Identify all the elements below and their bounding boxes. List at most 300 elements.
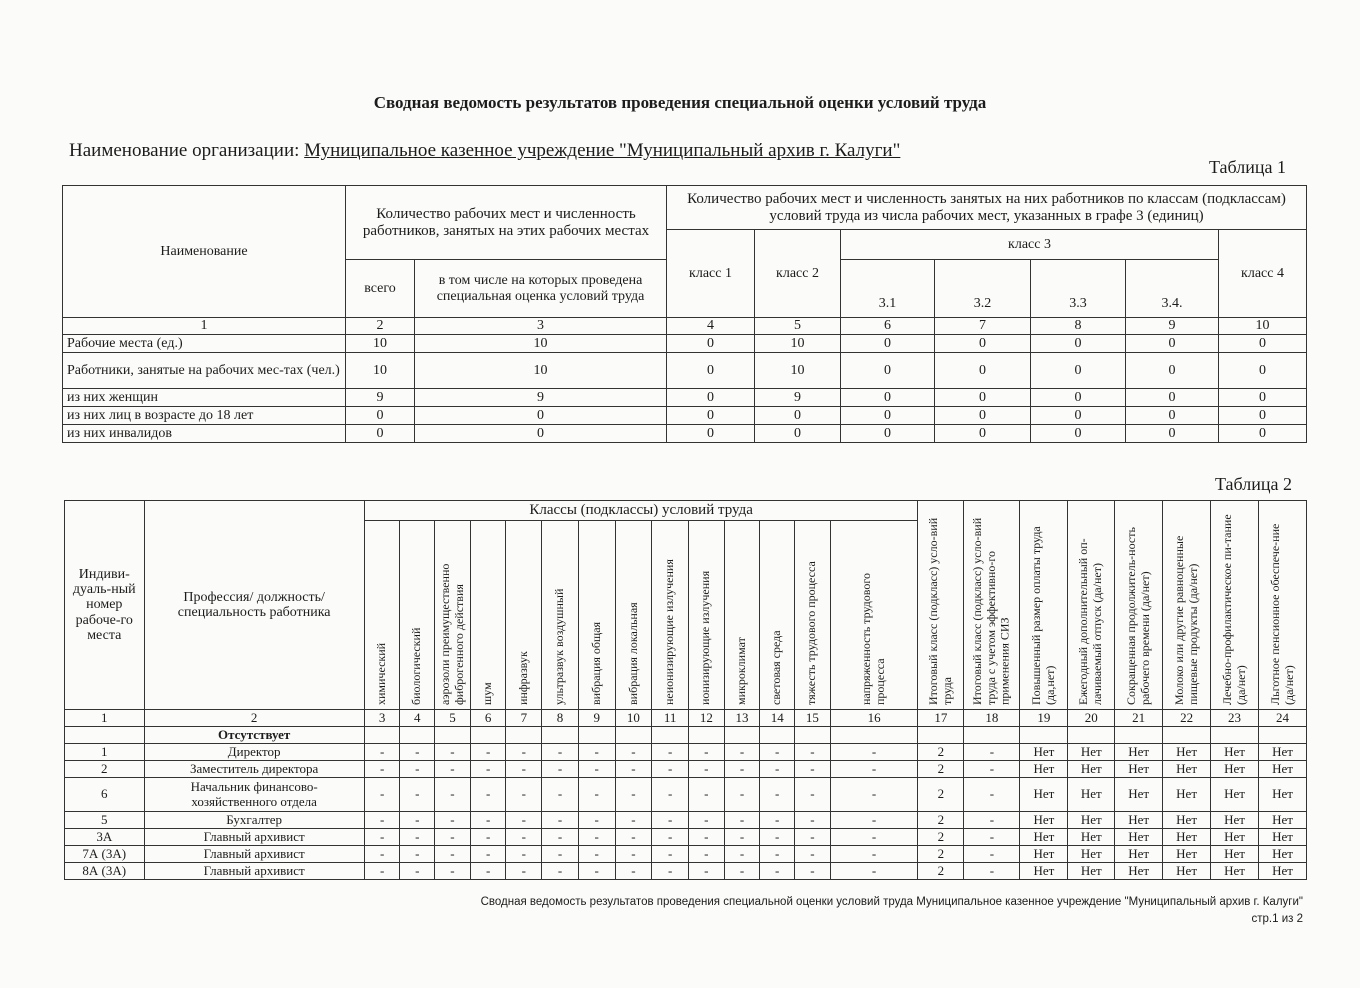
t2-row-factor: - (615, 761, 652, 778)
t2-row-benefit: Нет (1020, 846, 1068, 863)
t2-section-empty (1163, 727, 1211, 744)
t2-row-benefit: Нет (1163, 744, 1211, 761)
t2-header-factor: вибрация локальная (615, 521, 652, 710)
t2-colnum: 4 (400, 710, 435, 727)
t2-section-empty (400, 727, 435, 744)
t2-section-empty (1020, 727, 1068, 744)
t2-header-final-siz: Итоговый класс (подкласс) усло-вий труда с учетом эффективно-го применения СИЗ (964, 501, 1020, 710)
t2-row-factor: - (795, 778, 831, 812)
t2-row-factor: - (830, 846, 918, 863)
t2-row-factor: - (652, 863, 689, 880)
t1-header-class4: класс 4 (1219, 230, 1307, 318)
t1-row-value: 0 (755, 425, 841, 443)
t2-row-factor: - (830, 829, 918, 846)
t2-row-factor: - (688, 812, 724, 829)
t2-row-factor: - (364, 744, 400, 761)
t2-colnum: 9 (578, 710, 615, 727)
t2-row-factor: - (688, 846, 724, 863)
t1-header-class2: класс 2 (755, 230, 841, 318)
t2-row-factor: - (435, 778, 471, 812)
t2-row-id: 3А (65, 829, 145, 846)
t1-row-value: 0 (1126, 335, 1219, 353)
t2-header-factor: ультразвук воздушный (542, 521, 579, 710)
t2-row-id: 6 (65, 778, 145, 812)
t1-colnum: 4 (667, 318, 755, 335)
t2-row-factor: - (724, 744, 760, 761)
t2-row-factor: - (688, 761, 724, 778)
t2-colnum: 8 (542, 710, 579, 727)
t2-row-id: 2 (65, 761, 145, 778)
t2-row-benefit: Нет (1068, 829, 1115, 846)
t2-row-factor: - (506, 829, 542, 846)
t2-row-factor: - (364, 812, 400, 829)
t2-colnum: 2 (144, 710, 364, 727)
t2-row-benefit: Нет (1068, 778, 1115, 812)
t2-row-factor: - (578, 778, 615, 812)
t1-row-value: 9 (415, 389, 667, 407)
t2-row-factor: - (578, 863, 615, 880)
t2-header-pension: Льготное пенсионное обеспече-ние (да/нет) (1258, 501, 1306, 710)
t2-section-empty (652, 727, 689, 744)
t2-row-name: Директор (144, 744, 364, 761)
t2-row-factor: - (364, 829, 400, 846)
t2-header-pay: Повышенный размер оплаты труда (да,нет) (1020, 501, 1068, 710)
t2-row-benefit: Нет (1258, 761, 1306, 778)
t2-row-benefit: Нет (1068, 761, 1115, 778)
t2-colnum: 22 (1163, 710, 1211, 727)
table-row (65, 812, 1307, 829)
t2-colnum: 11 (652, 710, 689, 727)
t2-section-empty (578, 727, 615, 744)
t1-row-value: 0 (1031, 425, 1126, 443)
t2-row-final: 2 (918, 829, 964, 846)
t2-row-factor: - (688, 863, 724, 880)
t1-row-value: 0 (1126, 389, 1219, 407)
t2-row-factor: - (760, 778, 795, 812)
t2-section-empty (542, 727, 579, 744)
t2-header-factor: химический (364, 521, 400, 710)
table-row (65, 761, 1307, 778)
t1-row-value: 0 (667, 353, 755, 389)
t2-section-empty (435, 727, 471, 744)
t2-row-factor: - (542, 778, 579, 812)
t2-row-name: Главный архивист (144, 846, 364, 863)
t2-row-benefit: Нет (1258, 744, 1306, 761)
t2-row-id: 7А (3А) (65, 846, 145, 863)
t1-row-name: из них инвалидов (63, 425, 346, 443)
table-row (63, 425, 1307, 443)
t2-row-factor: - (688, 744, 724, 761)
t2-row-factor: - (435, 812, 471, 829)
table2-label: Таблица 2 (1215, 474, 1292, 494)
t1-row-value: 0 (667, 335, 755, 353)
t2-row-factor: - (364, 761, 400, 778)
t2-colnum: 24 (1258, 710, 1306, 727)
t2-colnum: 23 (1211, 710, 1259, 727)
t2-row-factor: - (760, 829, 795, 846)
t2-row-factor: - (724, 812, 760, 829)
t1-colnum: 5 (755, 318, 841, 335)
t2-row-factor: - (506, 846, 542, 863)
t2-row-final: 2 (918, 744, 964, 761)
t2-row-benefit: Нет (1211, 829, 1259, 846)
t2-row-benefit: Нет (1068, 846, 1115, 863)
t2-section-label: Отсутствует (144, 727, 364, 744)
t2-row-benefit: Нет (1211, 812, 1259, 829)
t2-row-factor: - (795, 863, 831, 880)
organization-line (69, 140, 900, 162)
t1-header-class-group: Количество рабочих мест и численность занятых на них работников по классам (подклассам) условий труда из числа рабочих мест, указанных в графе 3 (единиц) (667, 186, 1307, 230)
t1-row-name: из них лиц в возрасте до 18 лет (63, 407, 346, 425)
t2-row-benefit: Нет (1211, 761, 1259, 778)
t2-section-empty (830, 727, 918, 744)
t1-header-3-3: 3.3 (1031, 260, 1126, 318)
t2-row-name: Главный архивист (144, 829, 364, 846)
t2-row-benefit: Нет (1211, 778, 1259, 812)
t1-row-value: 0 (1219, 335, 1307, 353)
t2-colnum: 1 (65, 710, 145, 727)
t2-section-empty (724, 727, 760, 744)
t2-header-milk: Молоко или другие равноценные пищевые продукты (да/нет) (1163, 501, 1211, 710)
t1-row-value: 0 (346, 407, 415, 425)
t2-row-factor: - (760, 812, 795, 829)
table-row (63, 335, 1307, 353)
t2-row-final: 2 (918, 761, 964, 778)
t2-row-benefit: Нет (1258, 778, 1306, 812)
t2-row-factor: - (795, 846, 831, 863)
t2-row-factor: - (364, 863, 400, 880)
table-row (65, 744, 1307, 761)
t2-row-factor: - (578, 744, 615, 761)
t2-row-benefit: Нет (1258, 829, 1306, 846)
t2-header-factor: тяжесть трудового процесса (795, 521, 831, 710)
t2-header-id: Индиви-дуаль-ный номер рабоче-го места (65, 501, 145, 710)
t2-row-benefit: Нет (1115, 812, 1163, 829)
section-row (65, 727, 1307, 744)
t2-row-factor: - (578, 812, 615, 829)
t2-row-benefit: Нет (1163, 761, 1211, 778)
t1-row-value: 0 (1219, 407, 1307, 425)
t2-row-benefit: Нет (1163, 829, 1211, 846)
t2-row-factor: - (615, 778, 652, 812)
t1-column-numbers (63, 318, 1307, 335)
t2-row-factor: - (615, 812, 652, 829)
t2-row-factor: - (795, 744, 831, 761)
t2-row-factor: - (830, 744, 918, 761)
t2-row-name: Бухгалтер (144, 812, 364, 829)
t1-colnum: 3 (415, 318, 667, 335)
t2-row-factor: - (724, 846, 760, 863)
t2-section-empty (470, 727, 506, 744)
t2-header-nutrition: Лечебно-профилактическое пи-тание (да/нет) (1211, 501, 1259, 710)
t2-row-final-siz: - (964, 778, 1020, 812)
t1-row-value: 0 (667, 389, 755, 407)
t2-colnum: 10 (615, 710, 652, 727)
t2-colnum: 5 (435, 710, 471, 727)
t2-row-factor: - (760, 863, 795, 880)
table-row (65, 778, 1307, 812)
t2-row-final-siz: - (964, 744, 1020, 761)
t2-colnum: 6 (470, 710, 506, 727)
t2-row-factor: - (364, 846, 400, 863)
t2-row-factor: - (688, 829, 724, 846)
t2-row-benefit: Нет (1163, 863, 1211, 880)
t2-section-empty (964, 727, 1020, 744)
table-row (65, 829, 1307, 846)
t1-row-value: 0 (841, 407, 935, 425)
t1-row-value: 0 (1219, 353, 1307, 389)
t2-row-factor: - (578, 846, 615, 863)
t1-row-value: 10 (415, 335, 667, 353)
t2-row-factor: - (506, 778, 542, 812)
t2-header-classes-group: Классы (подклассы) условий труда (364, 501, 918, 521)
t2-row-factor: - (652, 829, 689, 846)
t2-row-id: 1 (65, 744, 145, 761)
t2-row-factor: - (470, 829, 506, 846)
t2-section-empty (688, 727, 724, 744)
t1-row-value: 0 (1219, 389, 1307, 407)
t1-row-value: 0 (935, 407, 1031, 425)
t2-colnum: 7 (506, 710, 542, 727)
t2-row-factor: - (400, 829, 435, 846)
t2-row-factor: - (542, 829, 579, 846)
t2-row-factor: - (724, 863, 760, 880)
t2-row-factor: - (760, 744, 795, 761)
t2-row-factor: - (578, 761, 615, 778)
t2-row-factor: - (400, 778, 435, 812)
t2-header-factor: микроклимат (724, 521, 760, 710)
t2-row-factor: - (470, 778, 506, 812)
t2-row-benefit: Нет (1211, 846, 1259, 863)
t2-row-factor: - (435, 846, 471, 863)
t2-row-benefit: Нет (1258, 846, 1306, 863)
t2-colnum: 14 (760, 710, 795, 727)
t2-row-factor: - (542, 744, 579, 761)
t1-row-value: 0 (1126, 407, 1219, 425)
t2-section-id (65, 727, 145, 744)
t1-row-value: 0 (841, 425, 935, 443)
t2-row-factor: - (830, 778, 918, 812)
t2-row-factor: - (795, 761, 831, 778)
page-footer (481, 894, 1303, 927)
t2-row-name: Главный архивист (144, 863, 364, 880)
organization-value: Муниципальное казенное учреждение "Муниципальный архив г. Калуги" (304, 140, 901, 161)
t2-row-id: 5 (65, 812, 145, 829)
t2-row-factor: - (652, 812, 689, 829)
t2-row-factor: - (615, 829, 652, 846)
t2-row-id: 8А (3А) (65, 863, 145, 880)
workplaces-table (64, 500, 1307, 880)
t2-row-benefit: Нет (1211, 863, 1259, 880)
t1-row-value: 0 (415, 425, 667, 443)
t2-row-factor: - (652, 761, 689, 778)
t2-row-benefit: Нет (1163, 812, 1211, 829)
t1-header-assessed: в том числе на которых проведена специальная оценка условий труда (415, 260, 667, 318)
t1-row-value: 10 (755, 335, 841, 353)
t1-row-value: 10 (346, 353, 415, 389)
t2-section-empty (918, 727, 964, 744)
t1-row-value: 0 (667, 425, 755, 443)
t1-colnum: 1 (63, 318, 346, 335)
t2-row-benefit: Нет (1115, 846, 1163, 863)
t1-row-value: 10 (755, 353, 841, 389)
t2-section-empty (760, 727, 795, 744)
t1-colnum: 2 (346, 318, 415, 335)
table-row (63, 389, 1307, 407)
t2-row-final-siz: - (964, 812, 1020, 829)
t1-row-value: 0 (667, 407, 755, 425)
t2-header-factor: ионизирующие излучения (688, 521, 724, 710)
t1-header-3-2: 3.2 (935, 260, 1031, 318)
t2-header-factor: биологический (400, 521, 435, 710)
t2-header-final: Итоговый класс (подкласс) усло-вий труда (918, 501, 964, 710)
t2-row-factor: - (615, 863, 652, 880)
t2-row-final: 2 (918, 846, 964, 863)
t2-row-benefit: Нет (1020, 863, 1068, 880)
t2-header-factor: напряженность трудового процесса (830, 521, 918, 710)
t2-row-benefit: Нет (1068, 863, 1115, 880)
t2-section-empty (1211, 727, 1259, 744)
t2-colnum: 19 (1020, 710, 1068, 727)
t2-row-factor: - (364, 778, 400, 812)
t2-row-benefit: Нет (1115, 829, 1163, 846)
t2-row-factor: - (615, 744, 652, 761)
t2-row-benefit: Нет (1258, 863, 1306, 880)
t2-row-factor: - (830, 761, 918, 778)
t2-section-empty (795, 727, 831, 744)
t2-row-factor: - (435, 744, 471, 761)
t1-row-value: 0 (1031, 389, 1126, 407)
t2-row-benefit: Нет (1115, 778, 1163, 812)
t2-row-final: 2 (918, 863, 964, 880)
t2-header-factor: неионизирующие излучения (652, 521, 689, 710)
t2-header-leave: Ежегодный дополнительный оп-лачиваемый отпуск (да/нет) (1068, 501, 1115, 710)
t2-colnum: 3 (364, 710, 400, 727)
table-row (65, 863, 1307, 880)
table-row (63, 407, 1307, 425)
t2-header-factor: вибрация общая (578, 521, 615, 710)
t2-row-final: 2 (918, 778, 964, 812)
t2-row-factor: - (830, 812, 918, 829)
t1-row-value: 0 (841, 353, 935, 389)
t2-row-factor: - (542, 863, 579, 880)
t2-row-factor: - (435, 829, 471, 846)
t2-row-factor: - (795, 829, 831, 846)
t2-row-factor: - (400, 863, 435, 880)
t2-colnum: 18 (964, 710, 1020, 727)
t1-row-value: 0 (841, 389, 935, 407)
t2-row-factor: - (760, 761, 795, 778)
table-row (65, 846, 1307, 863)
t2-row-factor: - (542, 761, 579, 778)
t1-row-value: 0 (841, 335, 935, 353)
t2-row-factor: - (724, 778, 760, 812)
t1-row-value: 0 (415, 407, 667, 425)
t2-row-factor: - (688, 778, 724, 812)
t1-row-value: 0 (1031, 407, 1126, 425)
table-row (63, 353, 1307, 389)
t2-row-factor: - (435, 863, 471, 880)
t1-row-value: 0 (935, 425, 1031, 443)
t1-colnum: 10 (1219, 318, 1307, 335)
t1-colnum: 8 (1031, 318, 1126, 335)
t1-row-value: 10 (346, 335, 415, 353)
t2-header-hours: Сокращенная продолжитель-ность рабочего времени (да/нет) (1115, 501, 1163, 710)
t1-row-value: 0 (1031, 353, 1126, 389)
t2-row-benefit: Нет (1115, 761, 1163, 778)
t2-row-benefit: Нет (1258, 812, 1306, 829)
t2-section-empty (615, 727, 652, 744)
t1-header-name: Наименование (63, 186, 346, 318)
t2-row-factor: - (615, 846, 652, 863)
footer-text: Сводная ведомость результатов проведения специальной оценки условий труда Муниципальное казенное учреждение "Муниципальный архив г. Калуги" (480, 896, 1303, 908)
t2-row-benefit: Нет (1020, 829, 1068, 846)
t2-row-benefit: Нет (1211, 744, 1259, 761)
t1-row-name: из них женщин (63, 389, 346, 407)
t2-row-factor: - (435, 761, 471, 778)
t2-row-factor: - (470, 846, 506, 863)
t2-row-benefit: Нет (1020, 778, 1068, 812)
t1-row-value: 0 (1126, 353, 1219, 389)
t1-row-value: 0 (935, 335, 1031, 353)
organization-label: Наименование организации: (69, 140, 300, 161)
document-title: Сводная ведомость результатов проведения специальной оценки условий труда (373, 93, 987, 112)
t2-row-factor: - (652, 744, 689, 761)
t1-row-value: 0 (935, 353, 1031, 389)
summary-table (62, 185, 1307, 443)
t1-row-name: Рабочие места (ед.) (63, 335, 346, 353)
t2-section-empty (1258, 727, 1306, 744)
t2-row-factor: - (652, 846, 689, 863)
t2-row-benefit: Нет (1068, 744, 1115, 761)
t1-row-value: 9 (755, 389, 841, 407)
t2-row-factor: - (470, 744, 506, 761)
t1-header-3-4: 3.4. (1126, 260, 1219, 318)
t2-row-factor: - (400, 846, 435, 863)
t2-row-benefit: Нет (1020, 744, 1068, 761)
t1-header-class1: класс 1 (667, 230, 755, 318)
t2-row-name: Начальник финансово-хозяйственного отдела (144, 778, 364, 812)
t1-row-value: 0 (935, 389, 1031, 407)
t2-row-final: 2 (918, 812, 964, 829)
t2-row-benefit: Нет (1163, 778, 1211, 812)
t2-colnum: 16 (830, 710, 918, 727)
t2-row-benefit: Нет (1163, 846, 1211, 863)
t2-row-final-siz: - (964, 846, 1020, 863)
t2-section-empty (364, 727, 400, 744)
t2-row-name: Заместитель директора (144, 761, 364, 778)
t1-row-value: 0 (1126, 425, 1219, 443)
t2-section-empty (1068, 727, 1115, 744)
t2-row-benefit: Нет (1068, 812, 1115, 829)
t2-colnum: 13 (724, 710, 760, 727)
t2-colnum: 21 (1115, 710, 1163, 727)
t1-row-name: Работники, занятые на рабочих мес-тах (чел.) (63, 353, 346, 389)
t1-row-value: 9 (346, 389, 415, 407)
t2-row-final-siz: - (964, 761, 1020, 778)
t2-colnum: 12 (688, 710, 724, 727)
t1-header-class3: класс 3 (841, 230, 1219, 260)
t2-row-factor: - (400, 744, 435, 761)
t2-row-factor: - (470, 761, 506, 778)
t2-row-factor: - (506, 812, 542, 829)
t1-colnum: 7 (935, 318, 1031, 335)
t2-row-factor: - (578, 829, 615, 846)
t2-row-factor: - (470, 812, 506, 829)
t1-row-value: 0 (755, 407, 841, 425)
t2-row-factor: - (506, 863, 542, 880)
t1-colnum: 9 (1126, 318, 1219, 335)
